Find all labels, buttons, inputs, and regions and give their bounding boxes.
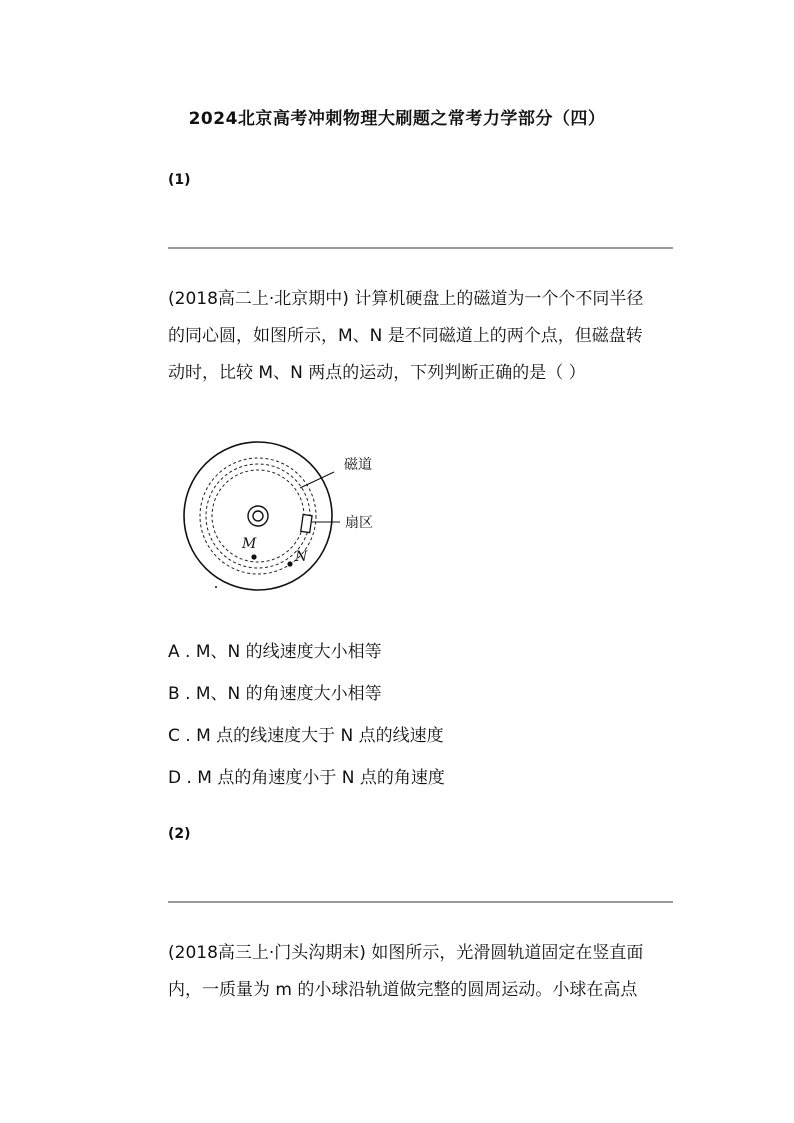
divider — [168, 247, 673, 249]
disk-diagram — [180, 436, 410, 596]
stem-line: 的同心圆，如图所示，M、N 是不同磁道上的两个点，但磁盘转 — [168, 326, 643, 346]
question-number-2: (2) — [168, 826, 191, 842]
question-2-stem — [168, 935, 678, 1009]
stem-line: (2018高二上·北京期中) 计算机硬盘上的磁道为一个个不同半径 — [168, 289, 644, 309]
stem-line: (2018高三上·门头沟期末) 如图所示，光滑圆轨道固定在竖直面 — [168, 943, 644, 963]
document-title: 2024北京高考冲刺物理大刷题之常考力学部分（四） — [188, 109, 606, 129]
disk-figure — [180, 436, 410, 596]
question-1-stem — [168, 281, 678, 392]
divider — [168, 901, 673, 903]
label-N: N — [295, 549, 308, 565]
stem-line: 内，一质量为 m 的小球沿轨道做完整的圆周运动。小球在高点 — [168, 980, 638, 1000]
label-sector: 扇区 — [345, 515, 373, 531]
option-d: D . M 点的角速度小于 N 点的角速度 — [168, 768, 445, 788]
question-number-1: (1) — [168, 172, 191, 188]
option-a: A . M、N 的线速度大小相等 — [168, 642, 382, 662]
option-c: C . M 点的线速度大于 N 点的线速度 — [168, 726, 444, 746]
option-b: B . M、N 的角速度大小相等 — [168, 684, 382, 704]
label-M: M — [242, 536, 257, 552]
label-track: 磁道 — [344, 457, 372, 473]
stem-line: 动时，比较 M、N 两点的运动，下列判断正确的是（ ） — [168, 363, 586, 383]
